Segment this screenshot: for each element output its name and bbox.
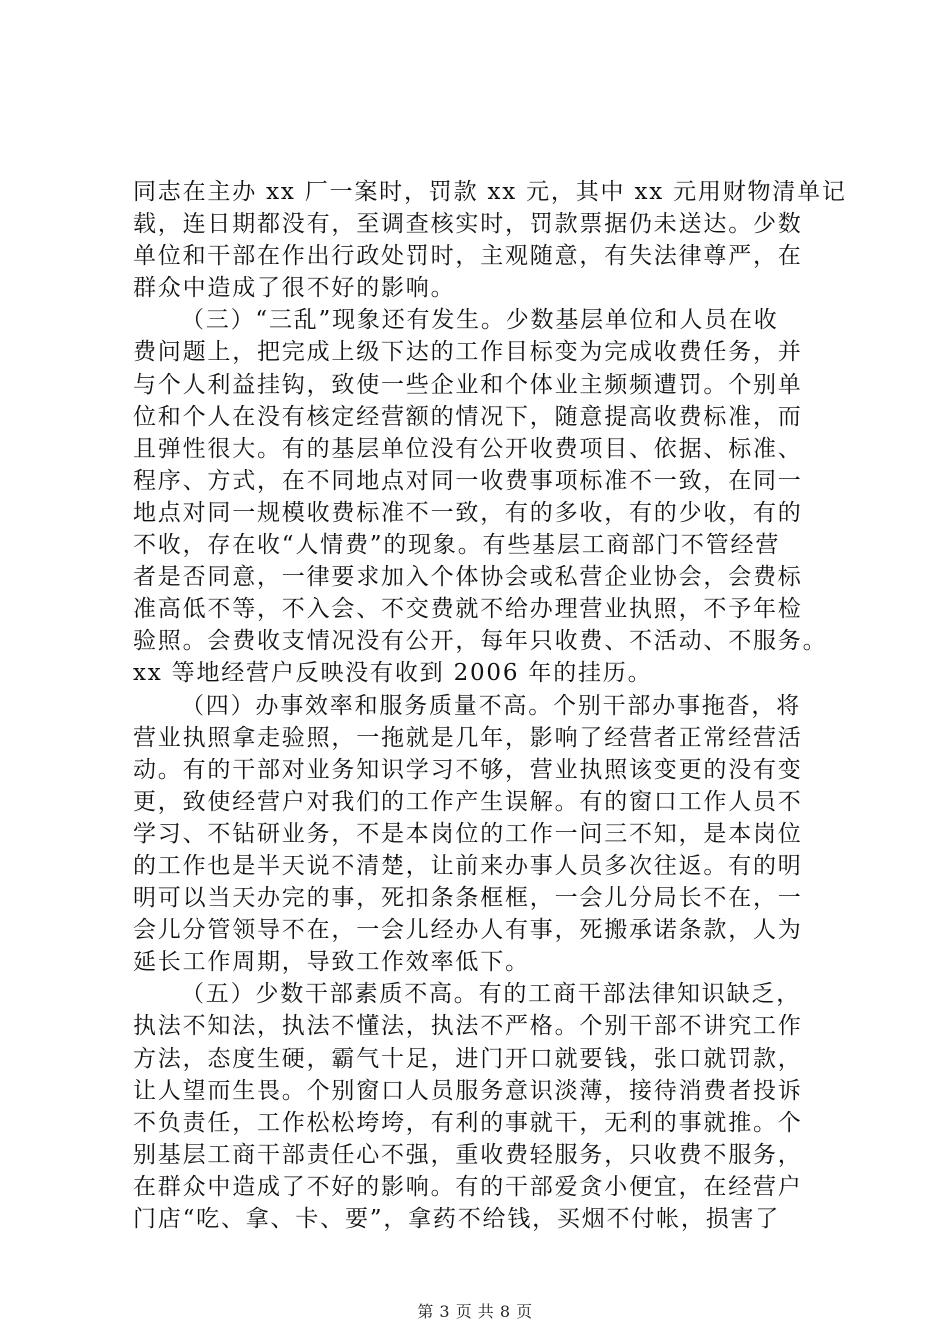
document-body [133,176,847,1235]
text-line: 地点对同一规模收费标准不一致，有的多收，有的少收，有的 [133,499,803,526]
text-line: 单位和干部在作出行政处罚时，主观随意，有失法律尊严，在 [133,243,803,270]
text-line: 让人望而生畏。个别窗口人员服务意识淡薄，接待消费者投诉 [133,1077,803,1104]
text-line: 明可以当天办完的事，死扣条条框框，一会儿分局长不在，一 [133,885,803,912]
text-line: xx 等地经营户反映没有收到 2006 年的挂历。 [133,660,653,687]
text-line: 群众中造成了很不好的影响。 [133,275,456,302]
text-line: 在群众中造成了不好的影响。有的干部爱贪小便宜，在经营户 [133,1173,803,1200]
text-line: 不负责任，工作松松垮垮，有利的事就干，无利的事就推。个 [133,1109,803,1136]
text-line: 学习、不钻研业务，不是本岗位的工作一问三不知，是本岗位 [133,820,803,847]
text-line: （三）“三乱”现象还有发生。少数基层单位和人员在收 [181,307,779,334]
text-line: （五）少数干部素质不高。有的工商干部法律知识缺乏， [181,981,801,1008]
text-line: 会儿分管领导不在，一会儿经办人有事，死搬承诺条款，人为 [133,917,803,944]
text-line: 程序、方式，在不同地点对同一收费事项标准不一致，在同一 [133,467,803,494]
text-line: 准高低不等，不入会、不交费就不给办理营业执照，不予年检 [133,596,803,623]
text-line: 验照。会费收支情况没有公开，每年只收费、不活动、不服务。 [133,628,828,655]
text-line: 者是否同意，一律要求加入个体协会或私营企业协会，会费标 [133,564,803,591]
text-line: 位和个人在没有核定经营额的情况下，随意提高收费标准，而 [133,403,803,430]
page-footer: 第 3 页 共 8 页 [417,1302,533,1321]
text-line: 费问题上，把完成上级下达的工作目标变为完成收费任务，并 [133,339,803,366]
text-line: 门店“吃、拿、卡、要”，拿药不给钱，买烟不付帐，损害了 [133,1206,781,1232]
text-line: 不收，存在收“人情费”的现象。有些基层工商部门不管经营 [133,532,781,559]
text-line: 且弹性很大。有的基层单位没有公开收费项目、依据、标准、 [133,435,803,462]
text-line: 别基层工商干部责任心不强，重收费轻服务，只收费不服务， [133,1141,803,1168]
text-line: 执法不知法，执法不懂法，执法不严格。个别干部不讲究工作 [133,1013,803,1040]
text-line: （四）办事效率和服务质量不高。个别干部办事拖沓，将 [181,692,801,719]
text-line: 延长工作周期，导致工作效率低下。 [133,949,530,976]
text-line: 动。有的干部对业务知识学习不够，营业执照该变更的没有变 [133,756,803,783]
text-line: 方法，态度生硬，霸气十足，进门开口就要钱，张口就罚款， [133,1045,803,1072]
text-line: 与个人利益挂钩，致使一些企业和个体业主频频遭罚。个别单 [133,371,803,398]
text-line: 的工作也是半天说不清楚，让前来办事人员多次往返。有的明 [133,852,803,879]
text-line: 更，致使经营户对我们的工作产生误解。有的窗口工作人员不 [133,788,803,815]
text-line: 营业执照拿走验照，一拖就是几年，影响了经营者正常经营活 [133,724,803,751]
text-line: 载，连日期都没有，至调查核实时，罚款票据仍未送达。少数 [133,211,803,238]
text-line: 同志在主办 xx 厂一案时，罚款 xx 元，其中 xx 元用财物清单记 [133,179,847,205]
